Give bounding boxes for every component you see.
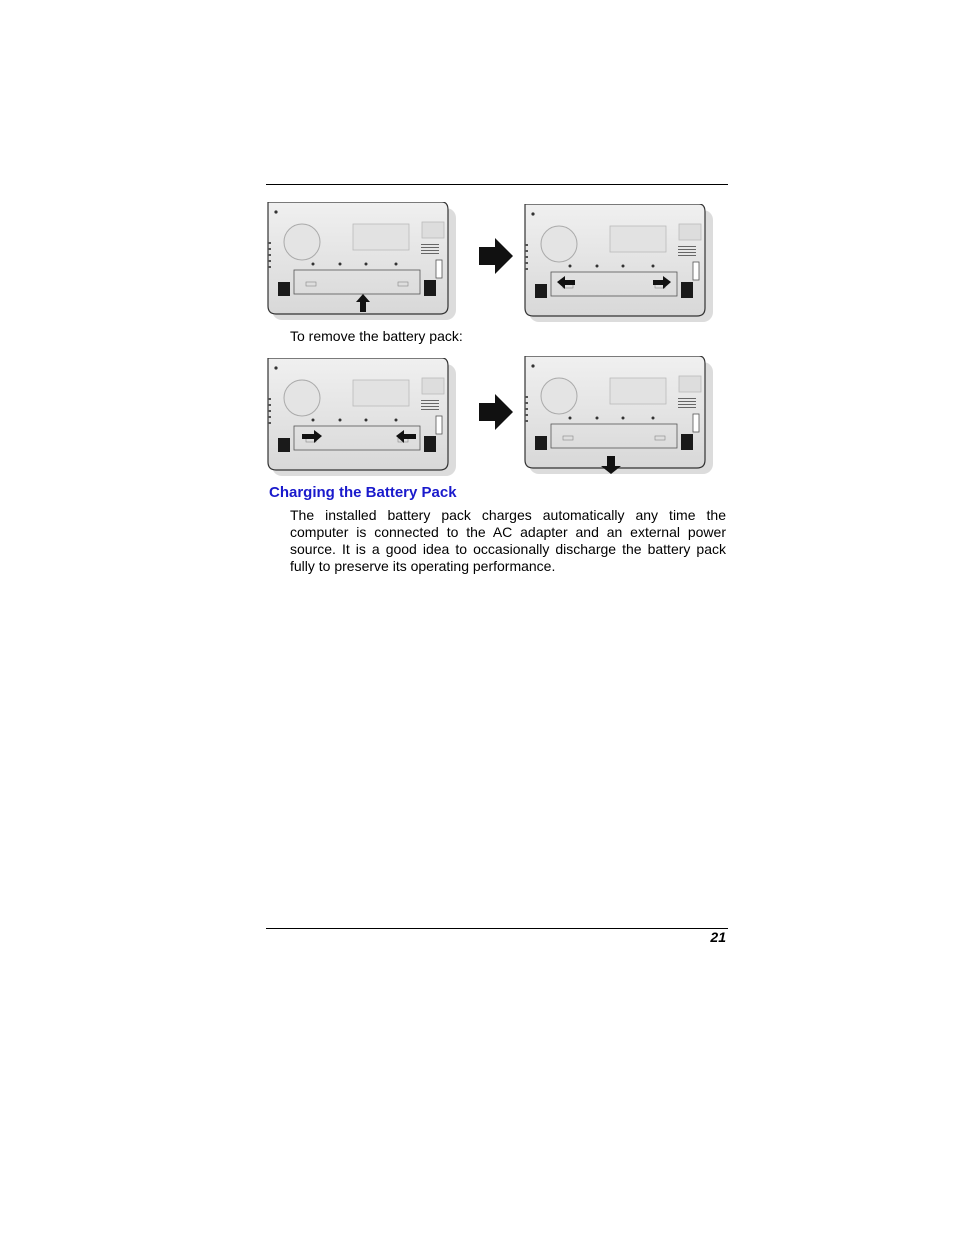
figure-install-step-1	[266, 202, 462, 324]
section-heading: Charging the Battery Pack	[269, 484, 457, 501]
figure-install-step-2	[523, 204, 719, 326]
next-step-arrow-icon	[479, 238, 513, 274]
figure-remove-step-1	[266, 358, 462, 480]
remove-instruction: To remove the battery pack:	[290, 328, 463, 344]
figure-remove-step-2	[523, 356, 719, 478]
header-rule	[266, 184, 728, 185]
page-number: 21	[710, 929, 726, 945]
section-body: The installed battery pack charges automatically any time the computer is connected to the AC adapter and an external power source. It is a good idea to occasionally discharge the battery pack fully to preserve its operating performance.	[290, 507, 726, 574]
footer-rule	[266, 928, 728, 929]
next-step-arrow-icon	[479, 394, 513, 430]
